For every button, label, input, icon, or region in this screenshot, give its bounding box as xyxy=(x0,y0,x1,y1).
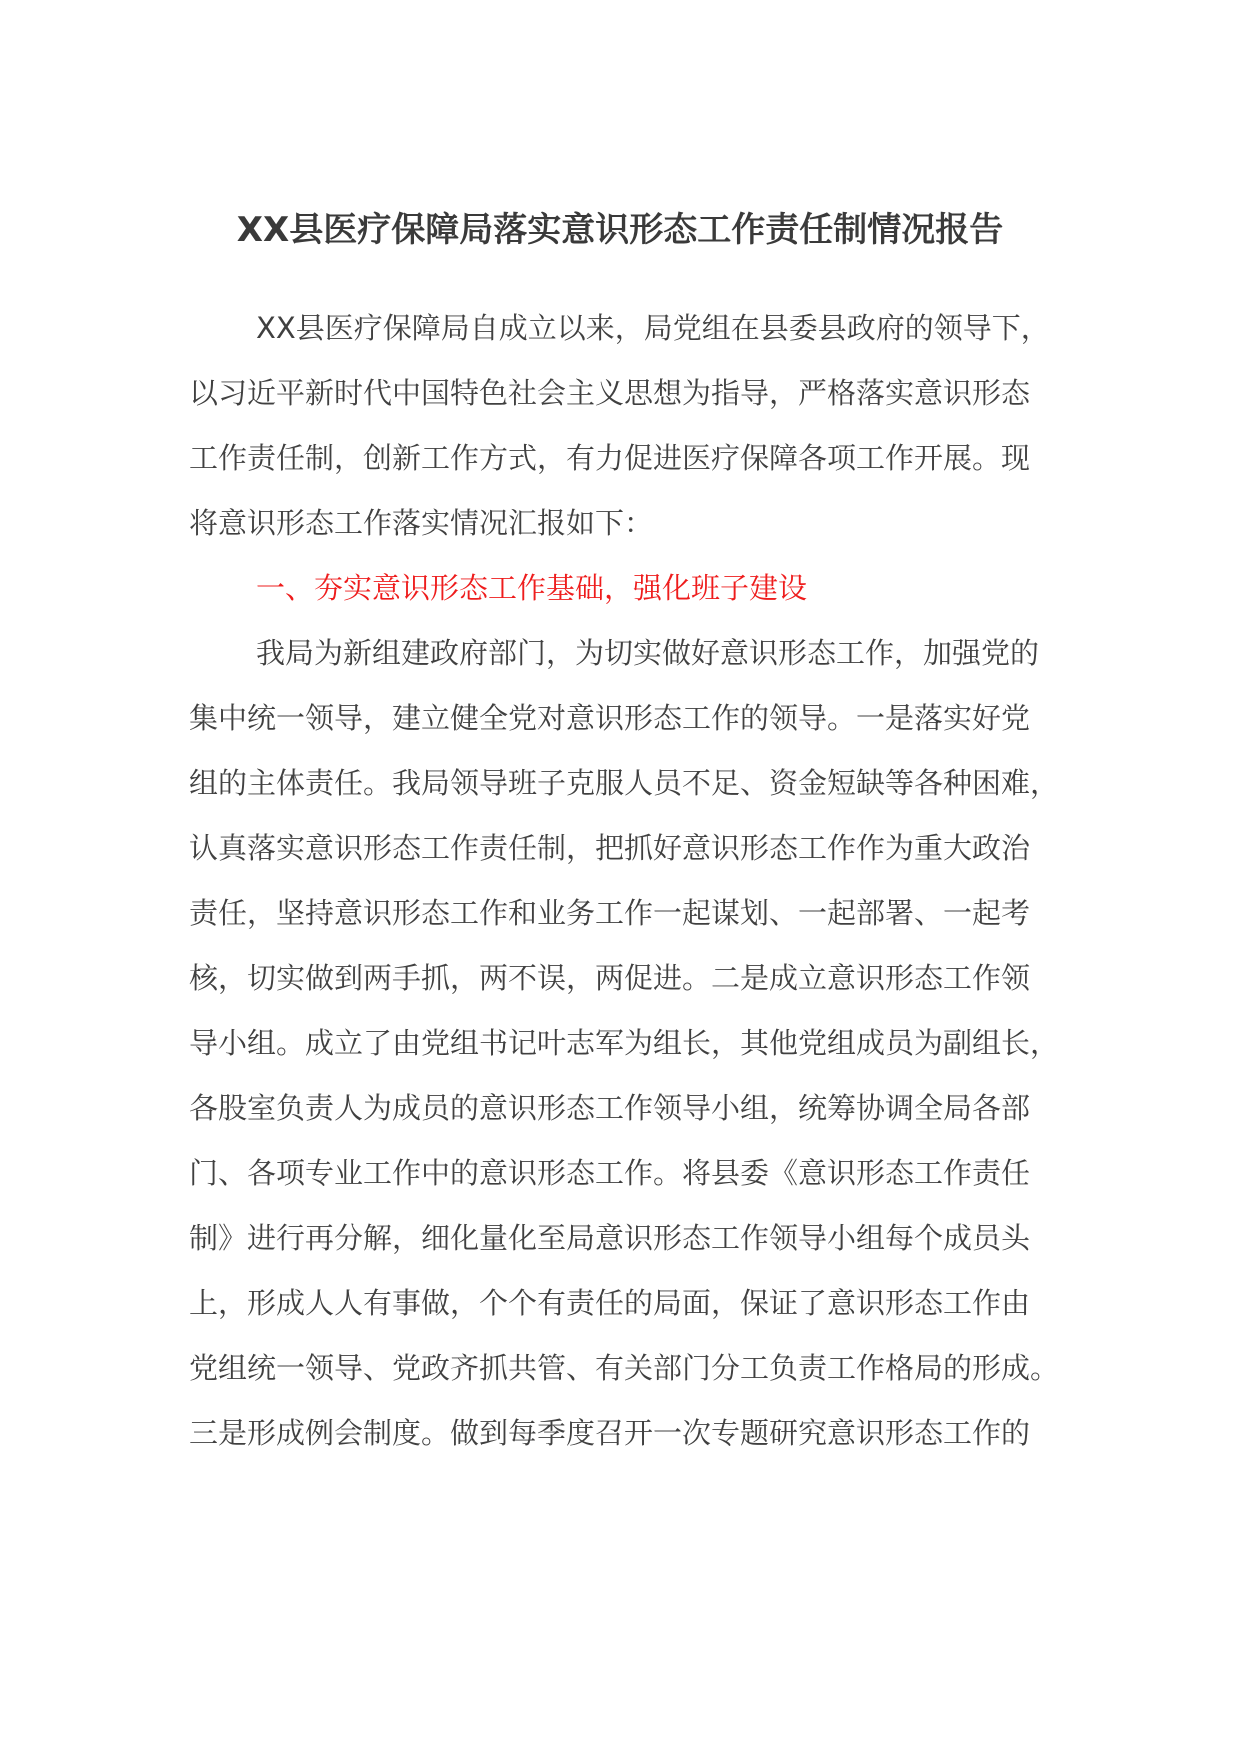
document-body xyxy=(189,296,1069,1466)
section-line: 集中统一领导，建立健全党对意识形态工作的领导。一是落实好党 xyxy=(189,701,1031,735)
intro-line: 工作责任制，创新工作方式，有力促进医疗保障各项工作开展。现 xyxy=(189,441,1031,475)
section-line: 认真落实意识形态工作责任制，把抓好意识形态工作作为重大政治 xyxy=(189,831,1031,865)
section-line: 党组统一领导、党政齐抓共管、有关部门分工负责工作格局的形成。 xyxy=(189,1351,1060,1385)
section-line: 责任，坚持意识形态工作和业务工作一起谋划、一起部署、一起考 xyxy=(189,896,1031,930)
section-line: 三是形成例会制度。做到每季度召开一次专题研究意识形态工作的 xyxy=(189,1416,1031,1450)
section-line: 我局为新组建政府部门，为切实做好意识形态工作，加强党的 xyxy=(256,636,1040,670)
document-title: XX县医疗保障局落实意识形态工作责任制情况报告 xyxy=(236,210,1004,250)
section-line: 各股室负责人为成员的意识形态工作领导小组，统筹协调全局各部 xyxy=(189,1091,1031,1125)
intro-line: 将意识形态工作落实情况汇报如下： xyxy=(189,506,654,540)
section-line: 门、各项专业工作中的意识形态工作。将县委《意识形态工作责任 xyxy=(189,1156,1031,1190)
section-line: 组的主体责任。我局领导班子克服人员不足、资金短缺等各种困难， xyxy=(189,766,1060,800)
section-line: 上，形成人人有事做，个个有责任的局面，保证了意识形态工作由 xyxy=(189,1286,1031,1320)
section-line: 制》进行再分解，细化量化至局意识形态工作领导小组每个成员头 xyxy=(189,1221,1031,1255)
section-line: 核，切实做到两手抓，两不误，两促进。二是成立意识形态工作领 xyxy=(189,961,1031,995)
intro-line: 以习近平新时代中国特色社会主义思想为指导，严格落实意识形态 xyxy=(189,376,1031,410)
section-line: 导小组。成立了由党组书记叶志军为组长，其他党组成员为副组长， xyxy=(189,1026,1060,1060)
section-heading: 一、夯实意识形态工作基础，强化班子建设 xyxy=(256,571,808,605)
intro-line: XX县医疗保障局自成立以来，局党组在县委县政府的领导下， xyxy=(256,311,1050,345)
